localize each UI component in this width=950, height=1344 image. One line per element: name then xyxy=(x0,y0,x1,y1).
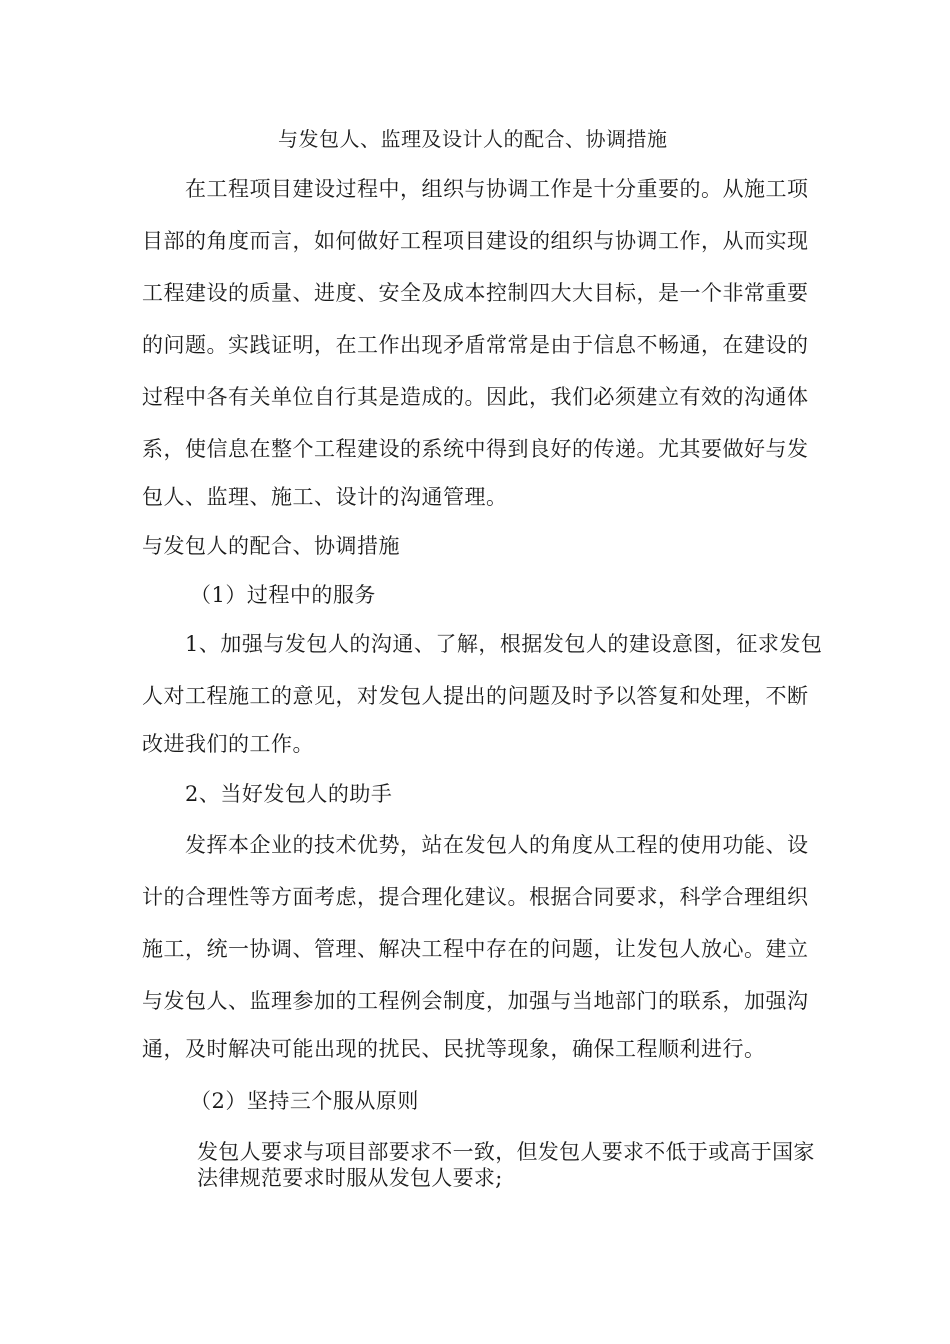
paragraph-line: 的问题。实践证明，在工作出现矛盾常常是由于信息不畅通，在建设的 xyxy=(142,333,809,357)
paragraph-line: 人对工程施工的意见，对发包人提出的问题及时予以答复和处理，不断 xyxy=(142,684,809,708)
paragraph-line: 与发包人、监理参加的工程例会制度，加强与当地部门的联系，加强沟 xyxy=(142,989,809,1013)
paragraph-line: 发挥本企业的技术优势，站在发包人的角度从工程的使用功能、设 xyxy=(185,833,809,857)
subsection-heading: （1）过程中的服务 xyxy=(190,583,376,607)
paragraph-line: 工程建设的质量、进度、安全及成本控制四大大目标，是一个非常重要 xyxy=(142,281,809,305)
paragraph-line: 目部的角度而言，如何做好工程项目建设的组织与协调工作，从而实现 xyxy=(142,229,809,253)
section-heading: 与发包人的配合、协调措施 xyxy=(142,534,400,558)
paragraph-line: 过程中各有关单位自行其是造成的。因此，我们必须建立有效的沟通体 xyxy=(142,385,809,409)
paragraph-line: 包人、监理、施工、设计的沟通管理。 xyxy=(142,485,508,509)
paragraph-line: 发包人要求与项目部要求不一致，但发包人要求不低于或高于国家 xyxy=(197,1140,815,1164)
paragraph-line: 通，及时解决可能出现的扰民、民扰等现象，确保工程顺利进行。 xyxy=(142,1037,766,1061)
document-title: 与发包人、监理及设计人的配合、协调措施 xyxy=(278,127,668,151)
item-2-heading: 2、当好发包人的助手 xyxy=(185,782,393,806)
paragraph-line: 计的合理性等方面考虑，提合理化建议。根据合同要求，科学合理组织 xyxy=(142,885,809,909)
subsection-heading: （2）坚持三个服从原则 xyxy=(190,1089,419,1113)
paragraph-line: 改进我们的工作。 xyxy=(142,732,314,756)
paragraph-line: 法律规范要求时服从发包人要求; xyxy=(197,1166,503,1190)
paragraph-line: 施工，统一协调、管理、解决工程中存在的问题，让发包人放心。建立 xyxy=(142,937,809,961)
paragraph-line: 1、加强与发包人的沟通、了解，根据发包人的建设意图，征求发包 xyxy=(185,632,823,656)
paragraph-line: 系，使信息在整个工程建设的系统中得到良好的传递。尤其要做好与发 xyxy=(142,437,809,461)
paragraph-line: 在工程项目建设过程中，组织与协调工作是十分重要的。从施工项 xyxy=(185,177,809,201)
